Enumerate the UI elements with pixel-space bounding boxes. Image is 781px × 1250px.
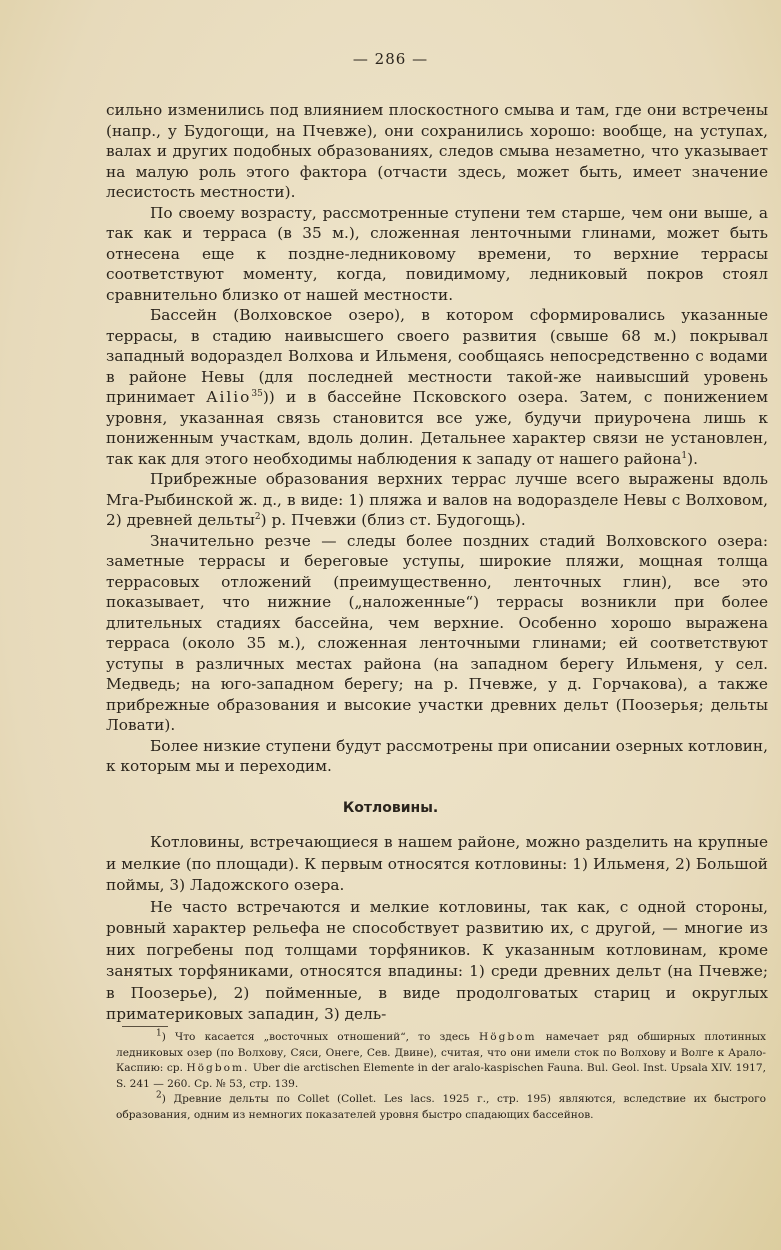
footnote-divider <box>122 1026 168 1027</box>
footnote-1-author: Högbom <box>478 1031 537 1043</box>
footnote-2 <box>116 1092 766 1123</box>
paragraph-4 <box>106 469 768 531</box>
paragraph-4-text-b: ) р. Пчевжи (близ ст. Будогощь). <box>260 511 526 529</box>
paragraph-8: Не часто встречаются и мелкие котловины, так как, с одной стороны, ровный характер рельефа не способствует развитию их, с другой, — многие из них погребены под толщами торфяников. К указанным котловинам, кроме занятых торфяниками, относятся впадины: 1) среди древних дельт (на Пчевже; в Поозерье), 2) пойменные, в виде продолговатых стариц и округлых приматериковых западин, 3) дель- <box>106 897 768 1023</box>
paragraph-3: Бассейн (Волховское озеро), в котором сформировались указанные террасы, в стадию наивысшего своего развития (свыше 68 м.) покрывал западный водораздел Волхова и Ильменя, сообщаясь непосредственно с водами в районе Невы (для последней местности такой-же наивысший уровень принимает Ailio$^{35}$)) и в бассейне Псковского озера. Затем, с понижением уровня, указанная связь становится все уже, будучи приурочена лишь к пониженным участкам, вдоль долин. Детальнее характер связи не установлен, так как для этого необходимы наблюдения к западу от нашего района$^1$). <box>106 306 768 468</box>
body-text-2 <box>106 832 768 1026</box>
paragraph-6: Более низкие ступени будут рассмотрены при описании озерных котловин, к которым мы и переходим. <box>106 736 768 775</box>
footnote-1-mark: 1 <box>156 1028 162 1039</box>
footnote-1-text-c: Uber die arctischen Elemente in der aralo-kaspischen Fauna. Bul. Geol. Inst. Upsala XIV. 1917, S. 241 — 260. Ср. № 53, стр. 139. <box>116 1062 767 1090</box>
author-ailio: Ailio <box>206 388 252 406</box>
footnote-ref-1: 1 <box>681 450 688 461</box>
paragraph-5: Значительно резче — следы более поздних стадий Волховского озера: заметные террасы и береговые уступы, широкие пляжи, мощная толща террасовых отложений (преимущественно, ленточных глин), все это показывает, что нижние („наложенные“) террасы возникли при более длительных стадиях бассейна, чем верхние. Особенно хорошо выражена терраса (около 35 м.), сложенная ленточными глинами; ей соответствуют уступы в различных местах района (на западном берегу Ильменя, у сел. Медведь; на юго-западном берегу; на р. Пчевже, у д. Горчакова), а также прибрежные образования и высокие участки древних дельт (Поозерья; дельты Ловати). <box>106 531 768 734</box>
footnotes <box>116 1030 766 1123</box>
paragraph-3-text-a: Бассейн (Волховское озеро), в котором сформировались указанные террасы, в стадию наивысшего своего развития (свыше 68 м.) покрывал западный водораздел Волхова и Ильменя, сообщаясь непосредственно с водами в районе Невы (для последней местности такой-же наивысший уровень принимает <box>106 306 768 406</box>
paragraph-3-text-c: ). <box>687 449 698 468</box>
paragraph-4-text-a: Прибрежные образования верхних террас лучше всего выражены вдоль Мга-Рыбинской ж. д., в виде: 1) пляжа и валов на водоразделе Невы с Волховом, 2) древней дельты <box>106 470 768 529</box>
footnote-ref-2: 2 <box>254 511 261 522</box>
paragraph-1: сильно изменились под влиянием плоскостного смыва и там, где они встречены (напр., у Будогощи, на Пчевже), они сохранились хорошо: вообще, на уступах, валах и других подобных образованиях, следов смыва незаметно, что указывает на малую роль этого фактора (отчасти здесь, может быть, имеет значение лесистость местности). <box>106 101 768 201</box>
paragraph-2: По своему возрасту, рассмотренные ступени тем старше, чем они выше, а так как и терраса (в 35 м.), сложенная ленточными глинами, может быть отнесена еще к поздне-ледниковому времени, то верхние террасы соответствуют моменту, когда, повидимому, ледниковый покров стоял сравнительно близко от нашей местности. <box>106 203 768 304</box>
footnote-2-text: ) Древние дельты по Collet (Collet. Les lacs. 1925 г., стр. 195) являются, вследствие их быстрого образования, одним из немногих показателей уровня быстро спадающих бассейнов. <box>116 1093 766 1121</box>
footnote-1-author-2: Högbom. <box>186 1062 250 1074</box>
footnote-1-text-b: намечает ряд обширных плотинных ледниковых озер (по Волхову, Сяси, Онеге, Сев. Двине), считая, что они имели сток по Волхову и Волге к Арало-Каспию: ср. <box>116 1031 766 1074</box>
body-text <box>106 100 768 777</box>
footnote-1 <box>116 1030 766 1092</box>
paragraph-3-text-b: ) и в бассейне Псковского озера. Затем, с понижением уровня, указанная связь становится все уже, будучи приурочена лишь к пониженным участкам, вдоль долин. Детальнее характер связи не установлен, так как для этого необходимы наблюдения к западу от нашего района <box>106 388 768 468</box>
footnote-1-text-a: ) Что касается „восточных отношений“, то здесь <box>161 1031 470 1043</box>
paragraph-7: Котловины, встречающиеся в нашем районе, можно разделить на крупные и мелкие (по площади). К первым относятся котловины: 1) Ильменя, 2) Большой поймы, 3) Ладожского озера. <box>106 833 768 894</box>
footnote-ref-35: 35 <box>251 388 263 399</box>
footnote-2-mark: 2 <box>156 1090 162 1101</box>
section-heading: Котловины. <box>342 800 439 816</box>
page-number: — 286 — <box>352 50 429 68</box>
